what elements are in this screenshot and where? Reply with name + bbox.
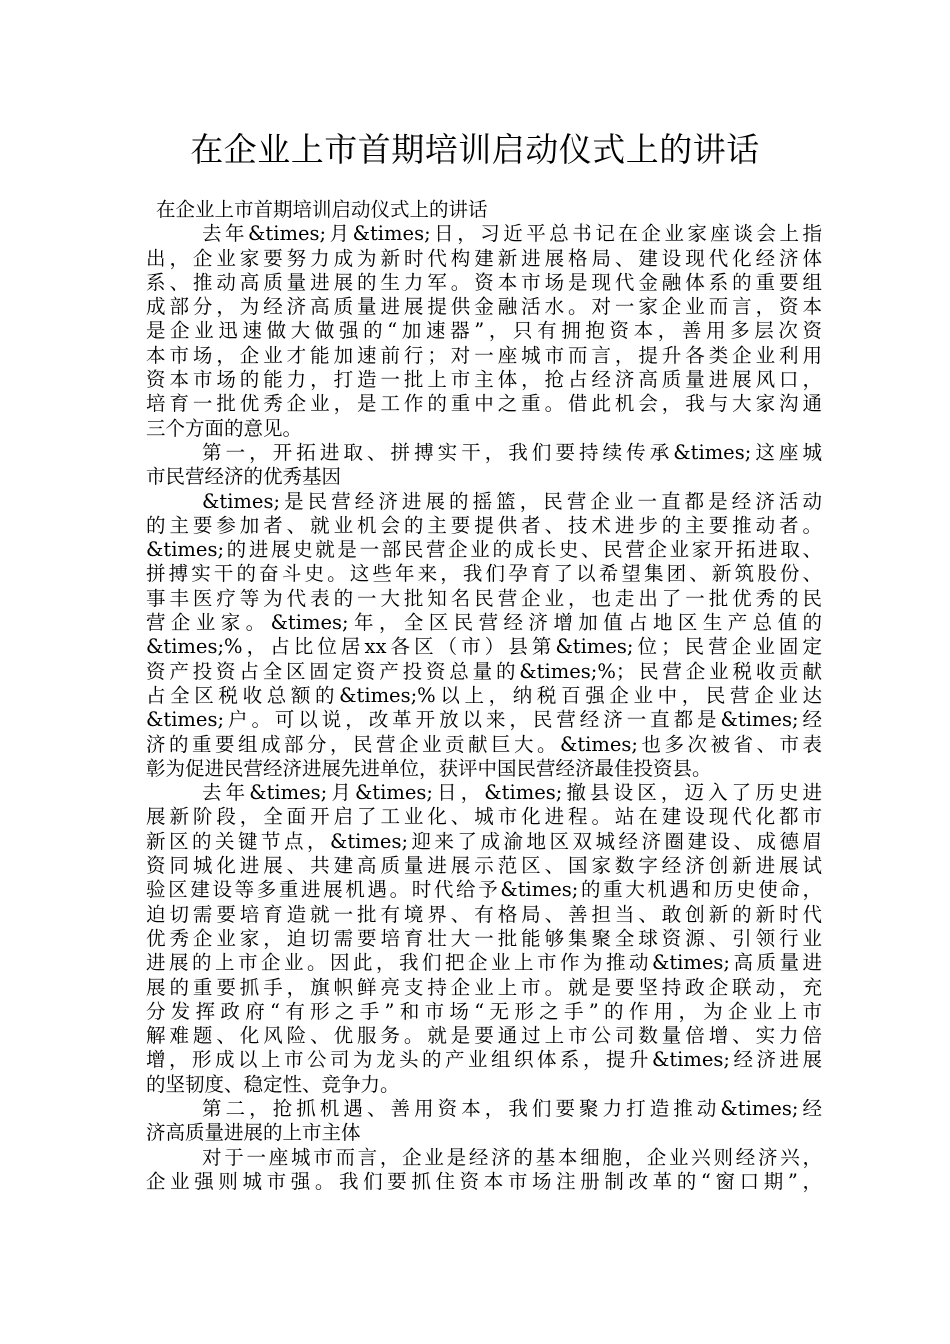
paragraph-line: &times;的进展史就是一部民营企业的成长史、民营企业家开拓进取、 [146,538,822,562]
paragraph-line: 占全区税收总额的&times;%以上，纳税百强企业中，民营企业达 [146,683,822,707]
paragraph-line: 系、推动高质量进展的生力军。资本市场是现代金融体系的重要组 [146,270,822,294]
paragraph-line: 对于一座城市而言，企业是经济的基本细胞，企业兴则经济兴， [202,1145,822,1169]
section-heading-line: 第二，抢抓机遇、善用资本，我们要聚力打造推动&times;经 [202,1096,822,1120]
document-title: 在企业上市首期培训启动仪式上的讲话 [190,130,760,169]
paragraph-line: 拼搏实干的奋斗史。这些年来，我们孕育了以希望集团、新筑股份、 [146,562,822,586]
paragraph-line: 三个方面的意见。 [146,416,303,440]
paragraph-line: 是企业迅速做大做强的“加速器”，只有拥抱资本，善用多层次资 [146,319,822,343]
paragraph-line: 迫切需要培育造就一批有境界、有格局、善担当、敢创新的新时代 [146,902,822,926]
paragraph-line: &times;是民营经济进展的摇篮，民营企业一直都是经济活动 [202,489,822,513]
paragraph-line: 成部分，为经济高质量进展提供金融活水。对一家企业而言，资本 [146,295,822,319]
paragraph-line: 解难题、化风险、优服务。就是要通过上市公司数量倍增、实力倍 [146,1024,822,1048]
paragraph-line: 优秀企业家，迫切需要培育壮大一批能够集聚全球资源、引领行业 [146,926,822,950]
paragraph-line: 彰为促进民营经济进展先进单位，获评中国民营经济最佳投资县。 [146,756,712,780]
paragraph-line: 营企业家。&times;年，全区民营经济增加值占地区生产总值的 [146,611,822,635]
paragraph-line: 事丰医疗等为代表的一大批知名民营企业，也走出了一批优秀的民 [146,586,822,610]
paragraph-line: 增，形成以上市公司为龙头的产业组织体系，提升&times;经济进展 [146,1048,822,1072]
paragraph-line: 资同城化进展、共建高质量进展示范区、国家数字经济创新进展试 [146,854,822,878]
paragraph-line: 出，企业家要努力成为新时代构建新进展格局、建设现代化经济体 [146,246,822,270]
paragraph-line: &times;户。可以说，改革开放以来，民营经济一直都是&times;经 [146,708,822,732]
paragraph-line: 的主要参加者、就业机会的主要提供者、技术进步的主要推动者。 [146,513,822,537]
paragraph-line: 进展的上市企业。因此，我们把企业上市作为推动&times;高质量进 [146,951,822,975]
paragraph-line: 分发挥政府“有形之手”和市场“无形之手”的作用，为企业上市 [146,999,822,1023]
paragraph-line: &times;%，占比位居xx各区（市）县第&times;位；民营企业固定 [146,635,822,659]
paragraph-line: 企业强则城市强。我们要抓住资本市场注册制改革的“窗口期”， [146,1169,822,1193]
paragraph-line: 展新阶段，全面开启了工业化、城市化进程。站在建设现代化都市 [146,805,822,829]
paragraph-line: 培育一批优秀企业，是工作的重中之重。借此机会，我与大家沟通 [146,392,822,416]
paragraph-line: 展的重要抓手，旗帜鲜亮支持企业上市。就是要坚持政企联动，充 [146,975,822,999]
paragraph-line: 新区的关键节点，&times;迎来了成渝地区双城经济圈建设、成德眉 [146,829,822,853]
section-heading-line: 第一，开拓进取、拼搏实干，我们要持续传承&times;这座城 [202,440,822,464]
section-heading-line: 市民营经济的优秀基因 [146,465,342,489]
paragraph-line: 本市场，企业才能加速前行；对一座城市而言，提升各类企业利用 [146,343,822,367]
document-body [146,198,822,1194]
paragraph-line: 资本市场的能力，打造一批上市主体，抢占经济高质量进展风口， [146,368,822,392]
section-heading-line: 济高质量进展的上市主体 [146,1121,361,1145]
paragraph-line: 验区建设等多重进展机遇。时代给予&times;的重大机遇和历史使命， [146,878,822,902]
paragraph-line: 去年&times;月&times;日，习近平总书记在企业家座谈会上指 [202,222,822,246]
paragraph-line: 济的重要组成部分，民营企业贡献巨大。&times;也多次被省、市表 [146,732,822,756]
subtitle-line: 在企业上市首期培训启动仪式上的讲话 [156,198,488,221]
paragraph-line: 资产投资占全区固定资产投资总量的&times;%；民营企业税收贡献 [146,659,822,683]
paragraph-line: 的坚韧度、稳定性、竞争力。 [146,1072,400,1096]
paragraph-line: 去年&times;月&times;日，&times;撤县设区，迈入了历史进 [202,781,822,805]
